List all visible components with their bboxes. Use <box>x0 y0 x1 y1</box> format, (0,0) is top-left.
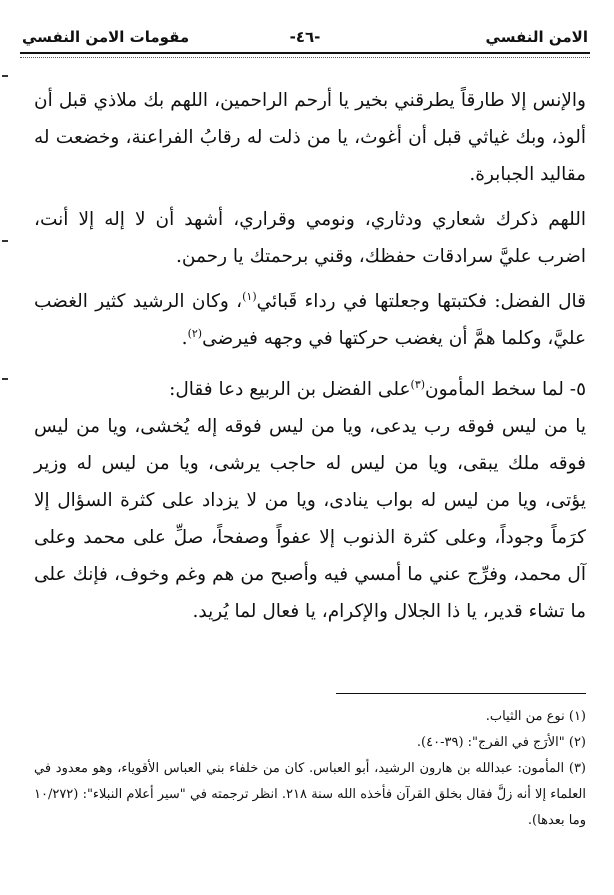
footnote-ref-2: (٢) <box>187 326 203 340</box>
paragraph-3-text-a: قال الفضل: فكتبتها وجعلتها في رداء قَبائي <box>256 291 587 312</box>
paragraph-4-text-a: ٥- لما سخط المأمون <box>425 379 586 400</box>
paragraph-2: اللهم ذكرك شعاري ودثاري، ونومي وقراري، أشهد أن لا إله إلا أنت، اضرب عليَّ سرادقات حفظك، وقني برحمتك يا رحمن. <box>34 209 586 267</box>
paragraph-3-text-b: ، وكان الرشيد كثير الغضب عليَّ، وكلما همَّ أن يغضب حركتها في وجهه فيرضى <box>34 291 586 349</box>
header-rule <box>20 52 590 54</box>
header-dotted-rule <box>20 57 590 58</box>
header-book-title: الامن النفسي <box>485 28 588 46</box>
running-header <box>22 24 588 54</box>
footnote-2: (٢) "الأرَج في الفرج": (٣٩-٤٠). <box>416 735 586 750</box>
main-text <box>34 82 586 630</box>
margin-mark <box>2 75 8 77</box>
footnote-ref-3: (٣) <box>410 377 426 391</box>
paragraph-3-text-c: . <box>181 328 188 349</box>
paragraph-3 <box>34 283 586 357</box>
footnotes <box>34 704 586 834</box>
footnote-3: (٣) المأمون: عبدالله بن هارون الرشيد، أبو العباس. كان من خلفاء بني العباس الأقوياء، وهو معدود في العلماء إلا أنه زلَّ فقال بخلق القرآن فأخذه الله سنة ٢١٨. انظر ترجمته في "سير أعلام النبلاء": (١٠/٢٧٢ وما بعدها). <box>34 761 586 828</box>
paragraph-5: يا من ليس فوقه رب يدعى، ويا من ليس فوقه إله يُخشى، ويا من ليس فوقه ملك يبقى، ويا من ليس له حاجب يرشى، ويا من ليس له وزير يؤتى، ويا من ليس له بواب ينادى، ويا من لا يزداد على كثرة السؤال إلا كرَماً وجوداً، وعلى كثرة الذنوب إلا عفواً وصفحاً، صلِّ على محمد وعلى آل محمد، وفرِّج عني ما أمسي فيه وأصبح من هم وغم وخوف، فإنك على ما تشاء قدير، يا ذا الجلال والإكرام، يا فعال لما يُريد. <box>34 416 586 622</box>
page-number: -٤٦- <box>289 28 321 46</box>
margin-mark <box>2 378 8 380</box>
paragraph-1: والإنس إلا طارقاً يطرقني بخير يا أرحم الراحمين، اللهم بك ملاذي قبل أن ألوذ، وبك غياثي قبل أن أغوث، يا من ذلت له رقابُ الفراعنة، وخضعت له مقاليد الجبابرة. <box>34 90 586 185</box>
footnote-ref-1: (١) <box>242 289 257 303</box>
footnote-rule <box>336 693 586 694</box>
paragraph-4-text-b: على الفضل بن الربيع دعا فقال: <box>169 379 411 400</box>
header-chapter-title: مقومات الامن النفسي <box>22 28 190 46</box>
footnote-1: (١) نوع من الثياب. <box>485 709 586 724</box>
margin-mark <box>2 240 8 242</box>
paragraph-4 <box>34 371 586 408</box>
